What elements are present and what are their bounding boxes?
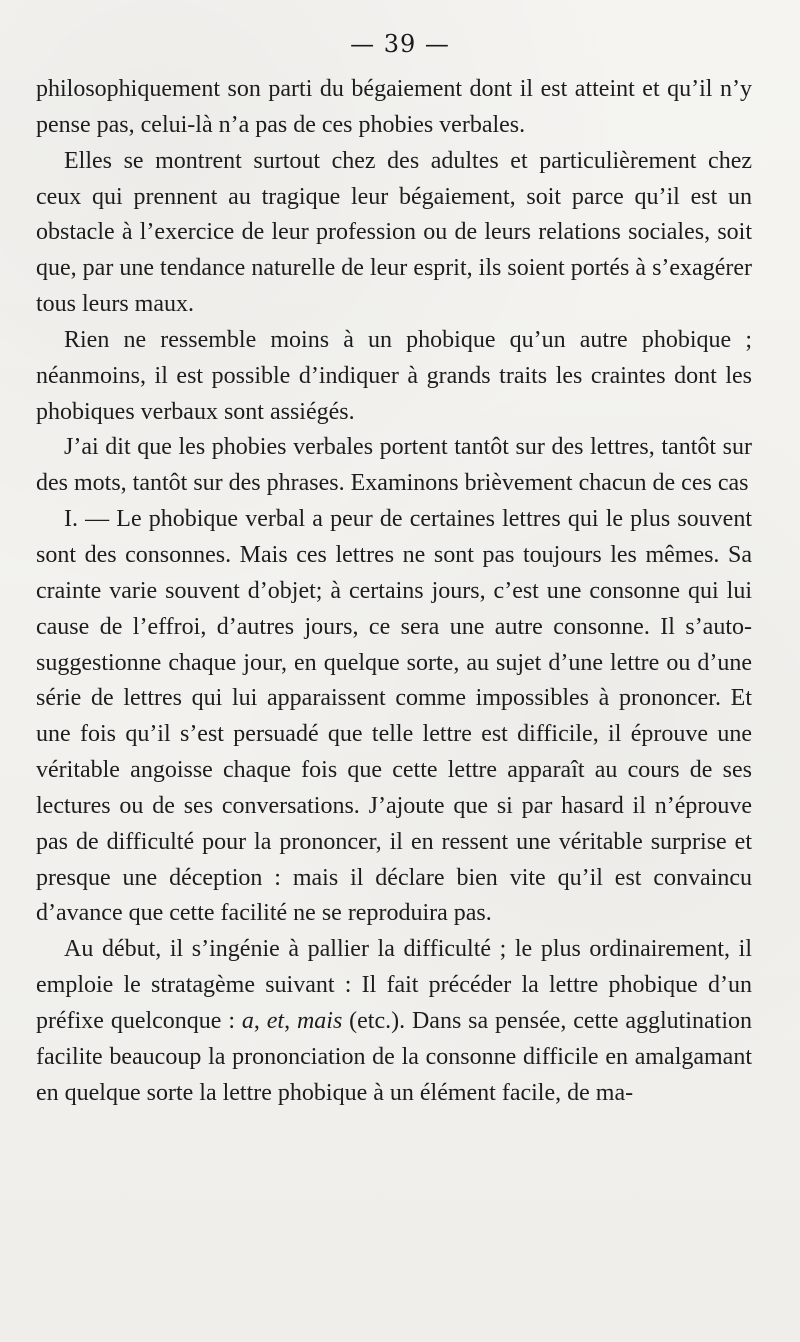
italic-mais: mais xyxy=(296,1007,343,1034)
body-text xyxy=(36,72,752,1111)
page-number: — 39 — xyxy=(350,30,450,58)
italic-et: et xyxy=(266,1007,285,1034)
paragraph-3: Rien ne ressemble moins à un phobique qu’un autre phobique ; néanmoins, il est possible d’indiquer à grands traits les craintes dont les phobiques verbaux sont assiégés. xyxy=(36,326,752,425)
paragraph-6-before-italic: Au début, il s’ingénie à pallier la difficulté ; le plus ordinairement, il emploie le stratagème suivant : Il fait précéder la lettre phobique d’un préfixe quelconque : xyxy=(36,936,752,1034)
paragraph-4: J’ai dit que les phobies verbales portent tantôt sur des lettres, tantôt sur des mots, tantôt sur des phrases. Examinons brièvement chacun de ces cas xyxy=(36,434,752,497)
paragraph-6 xyxy=(36,932,752,1111)
separator-1: , xyxy=(253,1007,267,1034)
paragraph-2: Elles se montrent surtout chez des adultes et particulièrement chez ceux qui prennent au tragique leur bégaiement, soit parce qu’il est un obstacle à l’exercice de leur profession ou de leurs relations sociales, soit que, par une tendance naturelle de leur esprit, ils soient portés à s’exagérer tous leurs maux. xyxy=(36,147,752,318)
paragraph-5: I. — Le phobique verbal a peur de certaines lettres qui le plus souvent sont des consonnes. Mais ces lettres ne sont pas toujours les mêmes. Sa crainte varie souvent d’objet; à certains jours, c’est une consonne qui lui cause de l’effroi, d’autres jours, ce sera une autre consonne. Il s’auto-suggestionne chaque jour, en quelque sorte, au sujet d’une lettre ou d’une série de lettres qui lui apparaissent comme impossibles à prononcer. Et une fois qu’il s’est persuadé que telle lettre est difficile, il éprouve une véritable angoisse chaque fois que cette lettre apparaît au cours de ses lectures ou de ses conversations. J’ajoute que si par hasard il n’éprouve pas de difficulté pour la prononcer, il en ressent une véritable surprise et presque une déception : mais il déclare bien vite qu’il est convaincu d’avance que cette facilité ne se reproduira pas. xyxy=(36,506,752,927)
paragraph-6-after-italic: (etc.). Dans sa pensée, cette agglutination facilite beaucoup la prononciation de la consonne difficile en amalgamant en quelque sorte la lettre phobique à un élément facile, de ma- xyxy=(36,1007,753,1106)
separator-2: , xyxy=(284,1007,297,1034)
italic-a: a xyxy=(241,1007,254,1034)
paragraph-1: philosophiquement son parti du bégaiement dont il est atteint et qu’il n’y pense pas, celui-là n’a pas de ces phobies verbales. xyxy=(36,76,752,138)
